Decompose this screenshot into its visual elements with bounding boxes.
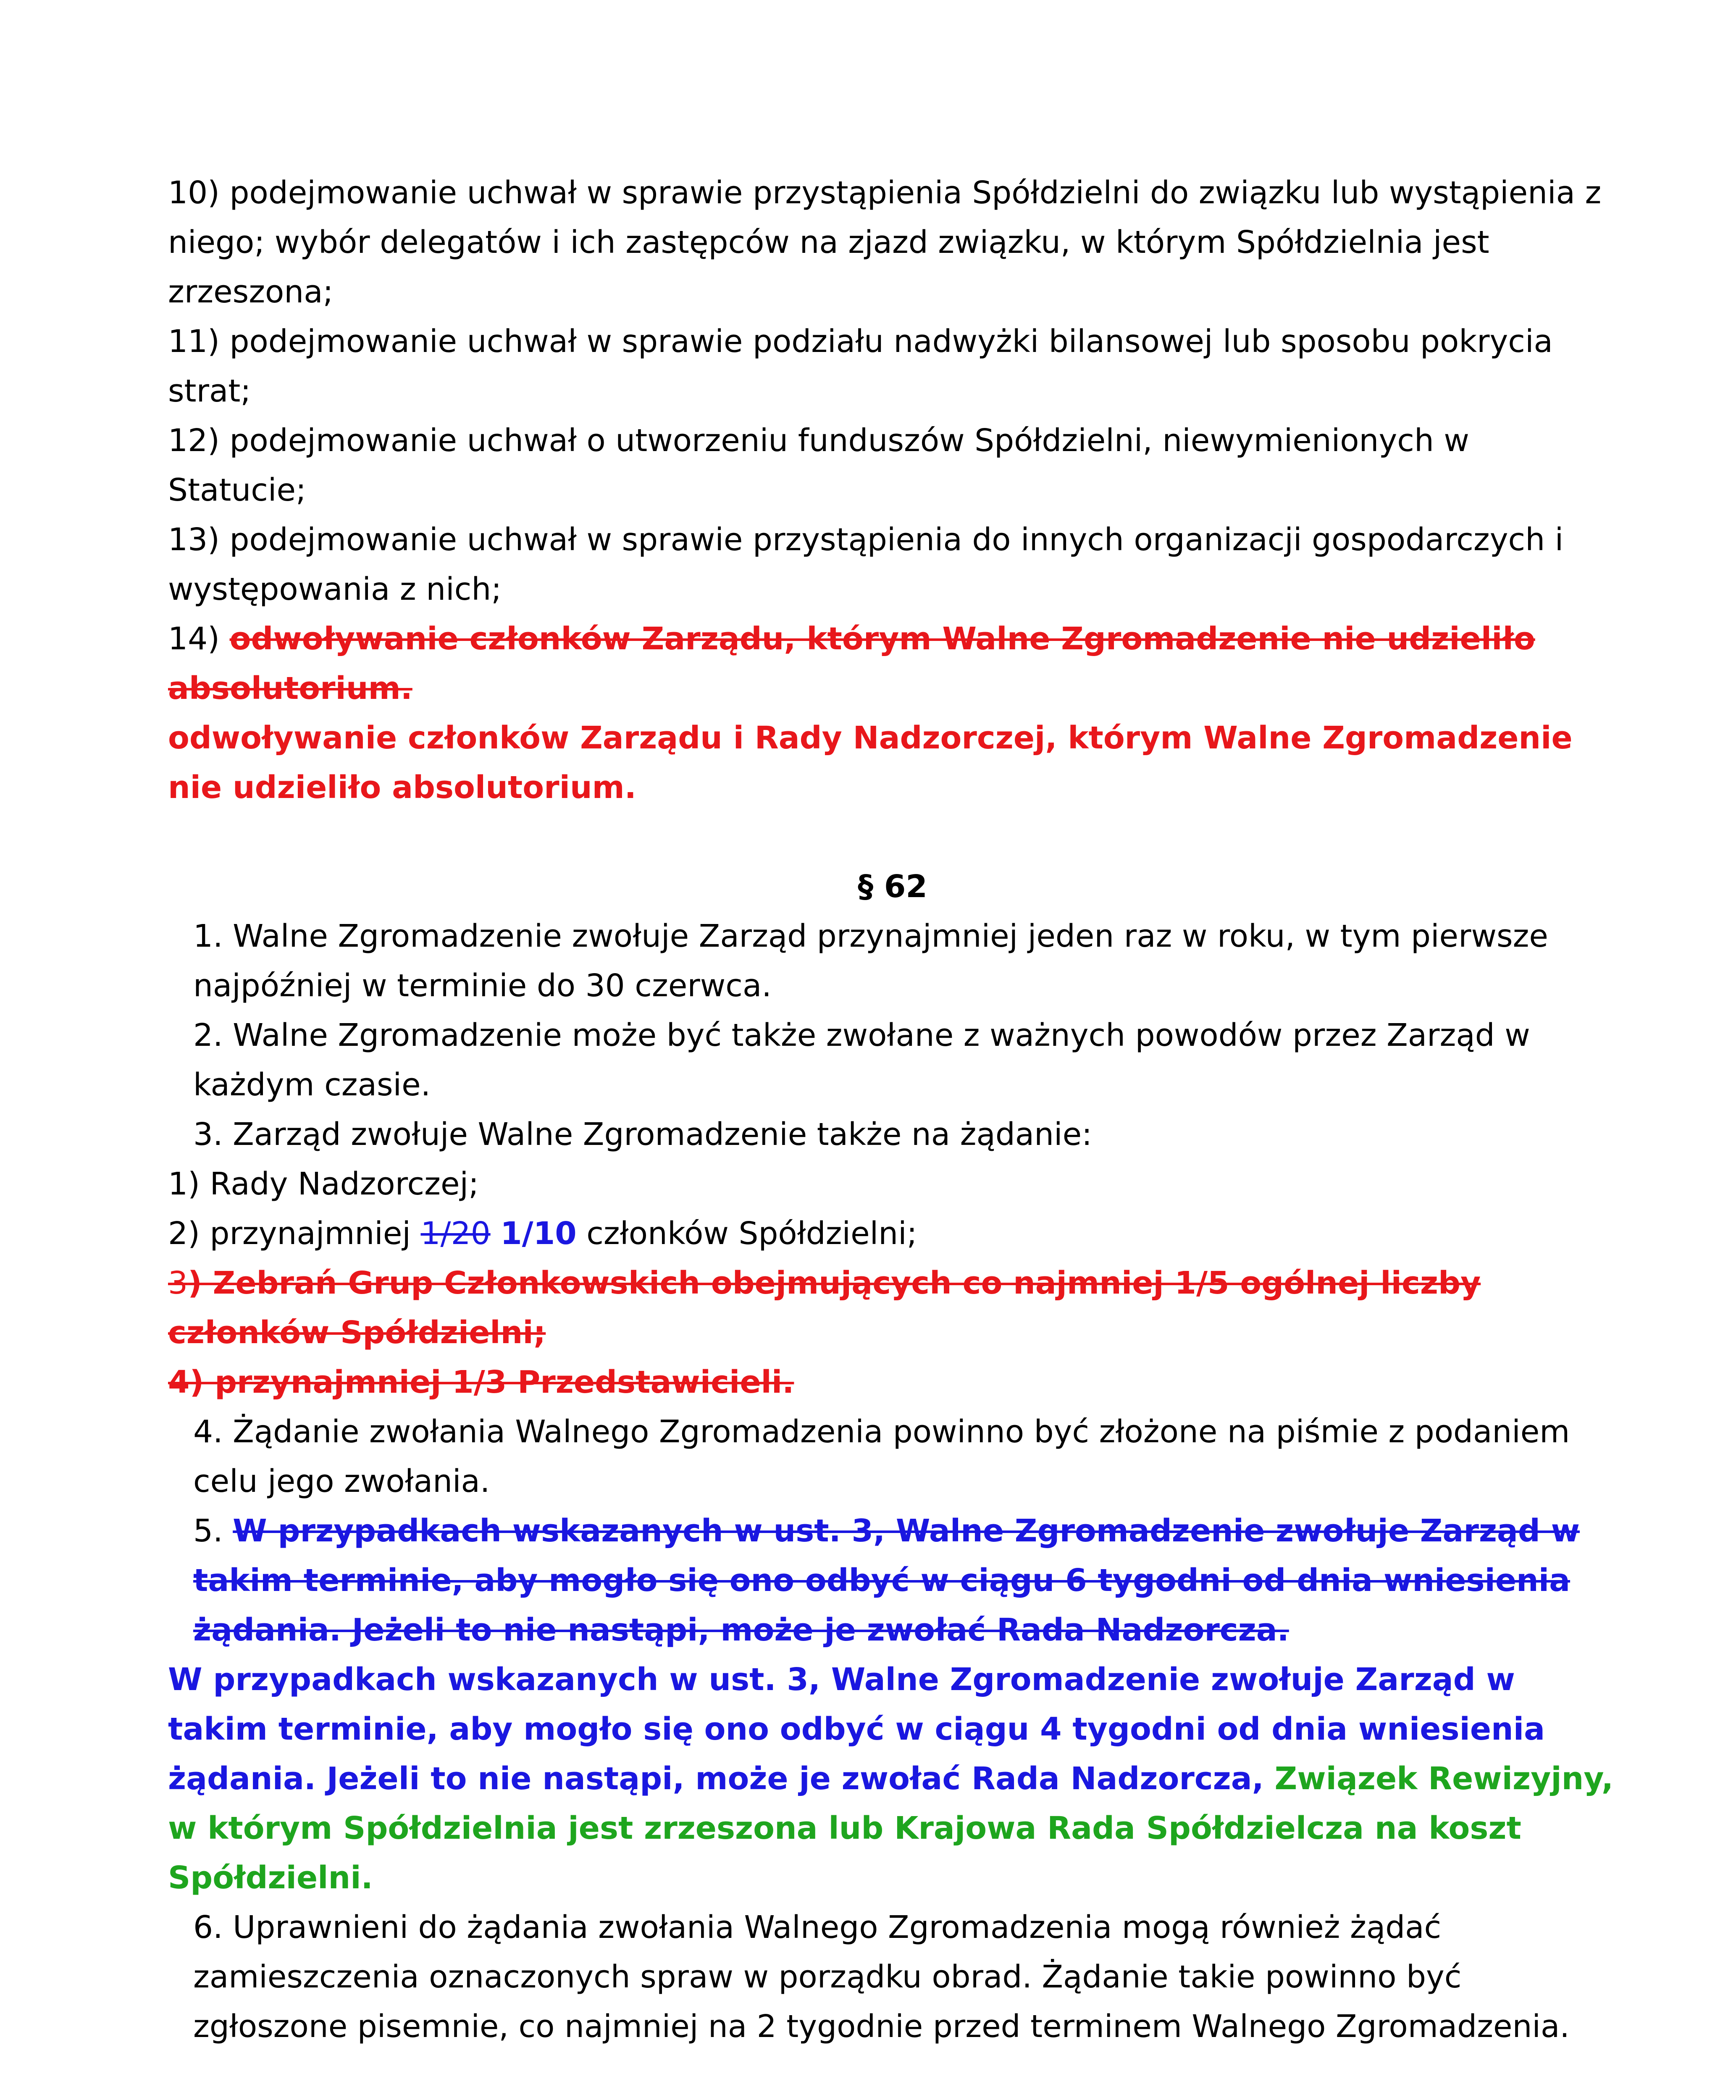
s62-item-3-2-new-fraction: 1/10 [500,1215,577,1252]
s62-paragraph-2: 2. Walne Zgromadzenie może być także zwołane z ważnych powodów przez Zarząd w każdym czasie. [193,1017,1530,1103]
s62-item-3-2-old-fraction: 1/20 [420,1215,491,1252]
s62-paragraph-5-new-text [168,1655,1617,1903]
s62-paragraph-4: 4. Żądanie zwołania Walnego Zgromadzenia powinno być złożone na piśmie z podaniem celu jego zwołania. [193,1414,1570,1499]
item-14-number: 14) [168,621,230,657]
spacer [168,2051,1617,2100]
s62-item-3-2-prefix: 2) przynajmniej [168,1215,421,1252]
s62-item-3-1: 1) Rady Nadzorczej; [168,1166,479,1202]
item-14 [168,614,1617,713]
s62-paragraph-5-deleted-text: W przypadkach wskazanych w ust. 3, Walne Zgromadzenie zwołuje Zarząd w takim terminie, aby mogło się ono odbyć w ciągu 6 tygodni od dnia wniesienia żądania. Jeżeli to nie nastąpi, może je zwołać Rada Nadzorcza. [193,1513,1580,1648]
spacer [168,812,1617,862]
item-14-deleted-text: odwoływanie członków Zarządu, którym Walne Zgromadzenie nie udzieliło absolutorium. [168,621,1535,706]
s62-paragraph-5-new-blue: W przypadkach wskazanych w ust. 3, Walne Zgromadzenie zwołuje Zarząd w takim terminie, aby mogło się ono odbyć w ciągu 4 tygodni od dnia wniesienia żądania. Jeżeli to nie nastąpi, może je zwołać Rada Nadzorcza, [168,1662,1545,1797]
s62-item-3-3-deleted-text: ) Zebrań Grup Członkowskich obejmujących co najmniej 1/5 ogólnej liczby członków Spółdzielni; [168,1265,1481,1351]
s62-paragraph-5-number: 5. [193,1513,233,1549]
s62-paragraph-1: 1. Walne Zgromadzenie zwołuje Zarząd przynajmniej jeden raz w roku, w tym pierwsze najpóźniej w terminie do 30 czerwca. [193,918,1548,1004]
item-12: 12) podejmowanie uchwał o utworzeniu funduszów Spółdzielni, niewymienionych w Statucie; [168,423,1469,508]
document-page [168,168,1617,2100]
section-62-heading: § 62 [858,869,927,905]
item-14-new-text: odwoływanie członków Zarządu i Rady Nadzorczej, którym Walne Zgromadzenie nie udzieliło absolutorium. [168,720,1573,806]
item-11: 11) podejmowanie uchwał w sprawie podziału nadwyżki bilansowej lub sposobu pokrycia strat; [168,323,1553,409]
s62-item-3-3-number: 3 [168,1265,188,1301]
s62-paragraph-5 [168,1506,1617,1655]
s62-item-3-2-suffix: członków Spółdzielni; [576,1215,917,1252]
s62-item-3-4-deleted: 4) przynajmniej 1/3 Przedstawicieli. [168,1364,794,1400]
s62-paragraph-6: 6. Uprawnieni do żądania zwołania Walnego Zgromadzenia mogą również żądać zamieszczenia oznaczonych spraw w porządku obrad. Żądanie takie powinno być zgłoszone pisemnie, co najmniej na 2 tygodnie przed terminem Walnego Zgromadzenia. [193,1909,1570,2045]
s62-item-3-2 [168,1209,1617,1258]
s62-item-3-3 [168,1258,1617,1357]
s62-paragraph-3: 3. Zarząd zwołuje Walne Zgromadzenie także na żądanie: [193,1116,1093,1152]
s62-paragraph-5-new-green: Związek Rewizyjny, w którym Spółdzielnia jest zrzeszona lub Krajowa Rada Spółdzielcza na koszt Spółdzielni. [168,1761,1613,1896]
item-10: 10) podejmowanie uchwał w sprawie przystąpienia Spółdzielni do związku lub wystąpienia z niego; wybór delegatów i ich zastępców na zjazd związku, w którym Spółdzielnia jest zrzeszona; [168,175,1602,310]
item-13: 13) podejmowanie uchwał w sprawie przystąpienia do innych organizacji gospodarczych i występowania z nich; [168,522,1564,607]
